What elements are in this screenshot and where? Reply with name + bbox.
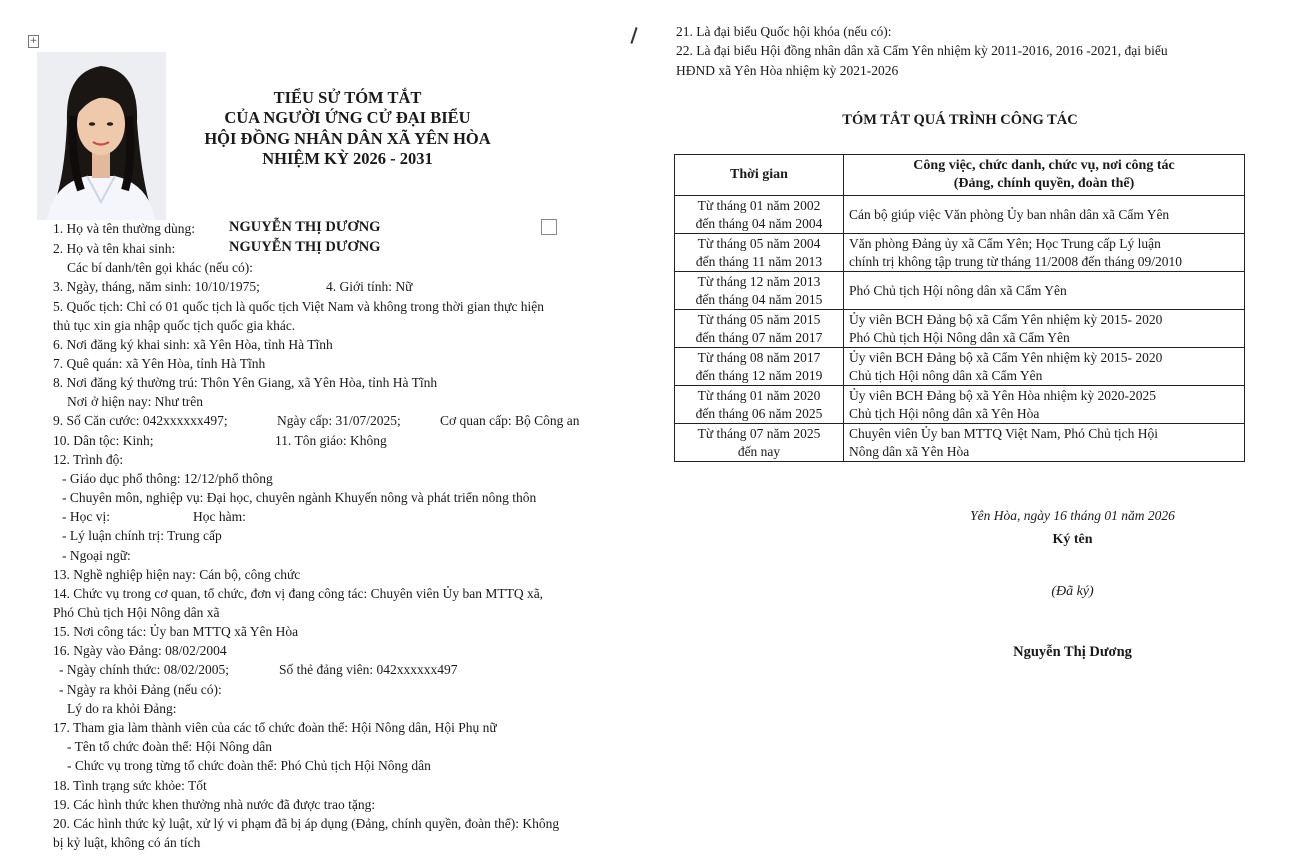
cell-job [844, 234, 1245, 272]
column-header-job [844, 155, 1245, 196]
cell-job [844, 386, 1245, 424]
field-general-education: - Giáo dục phổ thông: 12/12/phổ thông [62, 471, 273, 486]
cell-job [844, 272, 1245, 310]
table-row [675, 310, 1245, 348]
cell-time-to: đến tháng 11 năm 2013 [695, 253, 823, 269]
cell-time-to: đến tháng 07 năm 2017 [695, 329, 823, 345]
doc-title-line-3: HỘI ĐỒNG NHÂN DÂN XÃ YÊN HÒA [204, 129, 491, 148]
work-history-table [674, 154, 1245, 462]
signer-name: Nguyễn Thị Dương [1013, 644, 1132, 660]
doc-title-line-1: TIỂU SỬ TÓM TẮT [273, 88, 422, 107]
field-workplace: 15. Nơi công tác: Ủy ban MTTQ xã Yên Hòa [53, 624, 299, 639]
field-nationality-line-1: 5. Quốc tịch: Chỉ có 01 quốc tịch là quốc tịch Việt Nam và không trong thời gian thực hiện [53, 299, 545, 314]
field-birth-name-value: NGUYỄN THỊ DƯƠNG [229, 239, 381, 255]
cell-job-line-2: Nông dân xã Yên Hòa [849, 443, 970, 459]
portrait-photo [37, 52, 166, 220]
cell-job-line-2: Chủ tịch Hội nông dân xã Yên Hòa [849, 405, 1040, 421]
field-party-join-date: 16. Ngày vào Đảng: 08/02/2004 [53, 643, 227, 658]
field-national-assembly: 21. Là đại biểu Quốc hội khóa (nếu có): [676, 24, 892, 39]
field-specialization: - Chuyên môn, nghiệp vụ: Đại học, chuyên ngành Khuyến nông và phát triển nông thôn [62, 490, 537, 505]
field-health: 18. Tình trạng sức khỏe: Tốt [53, 778, 207, 793]
table-row [675, 386, 1245, 424]
field-council-delegate-line-1: 22. Là đại biểu Hội đồng nhân dân xã Cẩm Yên nhiệm kỳ 2011-2016, 2016 -2021, đại biểu [676, 43, 1168, 58]
field-discipline-line-1: 20. Các hình thức kỷ luật, xử lý vi phạm đã bị áp dụng (Đảng, chính quyền, đoàn thể): Không [53, 816, 560, 831]
field-party-leave-date: - Ngày ra khỏi Đảng (nếu có): [59, 682, 222, 697]
cell-time-from: Từ tháng 05 năm 2004 [697, 236, 821, 251]
field-id-number: 9. Số Căn cước: 042xxxxxx497; [53, 413, 228, 428]
field-gender: 4. Giới tính: Nữ [326, 279, 413, 294]
signature-place-date: Yên Hòa, ngày 16 tháng 01 năm 2026 [970, 508, 1175, 523]
table-row [675, 272, 1245, 310]
table-row [675, 196, 1245, 234]
field-current-residence: Nơi ở hiện nay: Như trên [67, 394, 203, 409]
cell-time-to: đến tháng 12 năm 2019 [695, 367, 823, 383]
cell-time-from: Từ tháng 01 năm 2020 [697, 388, 821, 403]
field-organization-name: - Tên tổ chức đoàn thể: Hội Nông dân [67, 739, 273, 754]
work-history-title: TÓM TẮT QUÁ TRÌNH CÔNG TÁC [842, 112, 1078, 128]
field-academic-title: Học hàm: [193, 509, 246, 524]
cell-time [675, 196, 844, 234]
field-discipline-line-2: bị kỷ luật, không có án tích [53, 835, 201, 850]
cell-job-line-1: Ủy viên BCH Đảng bộ xã Cẩm Yên nhiệm kỳ 2015- 2020 [849, 312, 1163, 327]
doc-title-line-4: NHIỆM KỲ 2026 - 2031 [262, 149, 433, 168]
cell-time [675, 386, 844, 424]
cell-job-line-2: chính trị không tập trung từ tháng 11/2008 đến tháng 09/2010 [849, 253, 1183, 269]
field-nationality-line-2: thủ tục xin gia nhập quốc tịch quốc gia khác. [53, 318, 296, 333]
field-religion: 11. Tôn giáo: Không [275, 433, 387, 448]
field-council-delegate-line-2: HĐND xã Yên Hòa nhiệm kỳ 2021-2026 [676, 63, 899, 78]
field-foreign-language: - Ngoại ngữ: [62, 548, 131, 563]
field-occupation: 13. Nghề nghiệp hiện nay: Cán bộ, công chức [53, 567, 301, 582]
column-header-job-line-2: (Đảng, chính quyền, đoàn thể) [953, 176, 1135, 191]
field-aliases: Các bí danh/tên gọi khác (nếu có): [67, 260, 253, 275]
field-awards: 19. Các hình thức khen thưởng nhà nước đã được trao tặng: [53, 797, 376, 812]
cell-job [844, 310, 1245, 348]
field-id-issuer: Cơ quan cấp: Bộ Công an [440, 413, 580, 428]
field-party-leave-reason: Lý do ra khỏi Đảng: [67, 701, 177, 716]
cell-job-line-2: Chủ tịch Hội nông dân xã Cẩm Yên [849, 367, 1043, 383]
table-header-row [675, 155, 1245, 196]
field-party-card-number: Số thẻ đảng viên: 042xxxxxx497 [279, 662, 458, 677]
field-ethnicity: 10. Dân tộc: Kinh; [53, 433, 154, 448]
field-organizations: 17. Tham gia làm thành viên của các tổ chức đoàn thể: Hội Nông dân, Hội Phụ nữ [53, 720, 497, 735]
cell-job-line-1: Văn phòng Đảng ủy xã Cẩm Yên; Học Trung cấp Lý luận [849, 236, 1161, 251]
table-row [675, 424, 1245, 462]
field-position-line-2: Phó Chủ tịch Hội Nông dân xã [53, 605, 220, 620]
field-political-theory: - Lý luận chính trị: Trung cấp [62, 528, 222, 543]
field-organization-role: - Chức vụ trong từng tổ chức đoàn thể: Phó Chủ tịch Hội Nông dân [67, 758, 431, 773]
cell-time-from: Từ tháng 05 năm 2015 [697, 312, 821, 327]
field-party-official-date: - Ngày chính thức: 08/02/2005; [59, 662, 230, 677]
cell-job-line-2: Phó Chủ tịch Hội Nông dân xã Cẩm Yên [849, 329, 1070, 345]
cell-time [675, 424, 844, 462]
doc-title-line-2: CỦA NGƯỜI ỨNG CỬ ĐẠI BIỂU [224, 108, 471, 127]
cell-job-line-1: Chuyên viên Ủy ban MTTQ Việt Nam, Phó Chủ tịch Hội [849, 426, 1159, 441]
cell-job [844, 424, 1245, 462]
cell-time [675, 310, 844, 348]
cell-job-line-1: Cán bộ giúp việc Văn phòng Ủy ban nhân dân xã Cẩm Yên [849, 206, 1170, 222]
cell-job-line-1: Phó Chủ tịch Hội nông dân xã Cẩm Yên [849, 282, 1067, 298]
cell-time-to: đến tháng 04 năm 2015 [695, 291, 823, 307]
cell-job [844, 196, 1245, 234]
cell-time [675, 272, 844, 310]
cell-job-line-1: Ủy viên BCH Đảng bộ xã Cẩm Yên nhiệm kỳ 2015- 2020 [849, 350, 1163, 365]
field-dob: 3. Ngày, tháng, năm sinh: 10/10/1975; [53, 279, 260, 294]
column-header-job-line-1: Công việc, chức danh, chức vụ, nơi công tác [913, 158, 1175, 173]
cell-job-line-1: Ủy viên BCH Đảng bộ xã Yên Hòa nhiệm kỳ 2020-2025 [849, 388, 1156, 403]
field-position-line-1: 14. Chức vụ trong cơ quan, tổ chức, đơn vị đang công tác: Chuyên viên Ủy ban MTTQ xã, [53, 586, 544, 601]
cell-time-from: Từ tháng 07 năm 2025 [697, 426, 821, 441]
field-education-heading: 12. Trình độ: [53, 452, 124, 467]
field-birth-name-label: 2. Họ và tên khai sinh: [53, 241, 176, 256]
signed-note: (Đã ký) [1051, 584, 1094, 599]
cell-time-from: Từ tháng 08 năm 2017 [697, 350, 821, 365]
field-permanent-residence: 8. Nơi đăng ký thường trú: Thôn Yên Giang, xã Yên Hòa, tỉnh Hà Tĩnh [53, 375, 438, 390]
field-common-name-label: 1. Họ và tên thường dùng: [53, 221, 195, 236]
column-header-time: Thời gian [675, 155, 844, 196]
cell-time-from: Từ tháng 01 năm 2002 [697, 198, 821, 213]
field-hometown: 7. Quê quán: xã Yên Hòa, tỉnh Hà Tĩnh [53, 356, 266, 371]
table-row [675, 348, 1245, 386]
signature-label: Ký tên [1052, 532, 1093, 547]
cell-time [675, 348, 844, 386]
field-degree: - Học vị: [62, 509, 110, 524]
field-birth-registration: 6. Nơi đăng ký khai sinh: xã Yên Hòa, tỉnh Hà Tĩnh [53, 337, 333, 352]
move-handle-icon: + [29, 36, 38, 46]
cell-time-to: đến tháng 06 năm 2025 [695, 405, 823, 421]
cell-time-to: đến nay [737, 443, 781, 459]
field-common-name-value: NGUYỄN THỊ DƯƠNG [229, 219, 381, 235]
field-id-issue-date: Ngày cấp: 31/07/2025; [277, 413, 401, 428]
cell-time-from: Từ tháng 12 năm 2013 [697, 274, 821, 289]
stray-mark [630, 27, 637, 44]
cell-time-to: đến tháng 04 năm 2004 [695, 215, 823, 231]
table-row [675, 234, 1245, 272]
empty-checkbox [541, 219, 557, 235]
cell-time [675, 234, 844, 272]
cell-job [844, 348, 1245, 386]
